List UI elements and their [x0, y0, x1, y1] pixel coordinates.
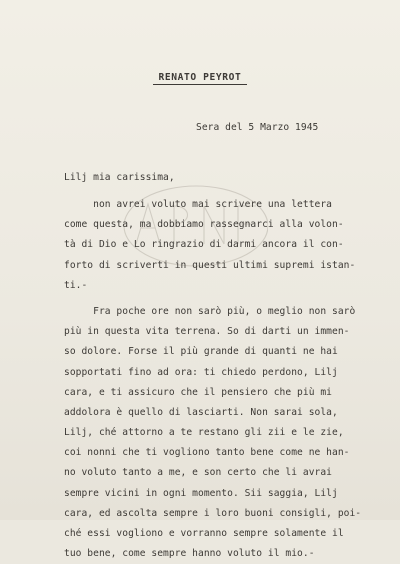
body-line: no voluto tanto a me, e son certo che li avrai	[64, 467, 332, 479]
letter-salutation: Lilj mia carissima,	[64, 172, 175, 183]
body-line: forto di scriverti in questi ultimi supremi istan-	[64, 259, 356, 271]
body-line: tà di Dio e Lo ringrazio di darmi ancora il con-	[64, 239, 344, 251]
body-line: ti.-	[64, 279, 88, 291]
body-line: tuo bene, come sempre hanno voluto il mio.-	[64, 548, 315, 560]
body-line: ché essi vogliono e vorranno sempre solamente il	[64, 528, 344, 539]
letter-dateline: Sera del 5 Marzo 1945	[196, 122, 319, 133]
body-line: addolora è quello di lasciarti. Non sarai sola,	[64, 406, 338, 418]
body-line: non avrei voluto mai scrivere una lettera	[64, 199, 332, 210]
body-line: Lilj, ché attorno a te restano gli zii e le zie,	[64, 427, 344, 439]
body-line: coi nonni che ti vogliono tanto bene come ne han-	[64, 447, 350, 459]
body-line: cara, ed ascolta sempre i loro buoni consigli, poi-	[64, 507, 362, 519]
body-line: Fra poche ore non sarò più, o meglio non sarò	[64, 305, 356, 317]
body-line: come questa, ma dobbiamo rassegnarci alla volon-	[64, 219, 344, 231]
letter-heading	[0, 72, 400, 83]
body-line: sempre vicini in ogni momento. Sii saggia, Lilj	[64, 487, 338, 499]
letter-body	[64, 195, 384, 564]
body-line: sopportati fino ad ora: ti chiedo perdono, Lilj	[64, 366, 338, 378]
body-line: cara, e ti assicuro che il pensiero che più mi	[64, 386, 332, 398]
body-line: più in questa vita terrena. So di darti un immen-	[64, 326, 350, 338]
paragraph-2	[64, 302, 384, 564]
heading-text: RENATO PEYROT	[153, 72, 248, 85]
paragraph-1	[64, 195, 384, 296]
body-line: so dolore. Forse il più grande di quanti ne hai	[64, 346, 338, 358]
